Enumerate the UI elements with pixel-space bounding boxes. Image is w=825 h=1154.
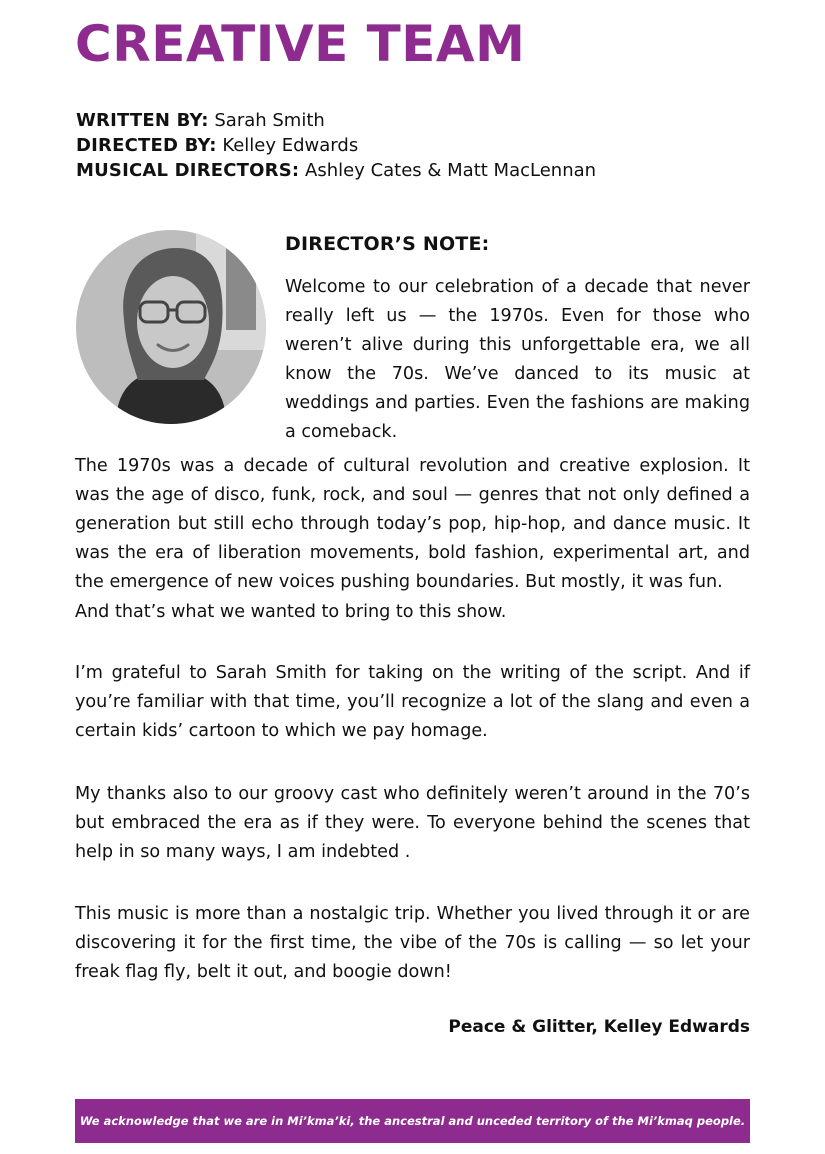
note-paragraph-3: I’m grateful to Sarah Smith for taking on the writing of the script. And if you’re familiar with that time, you’ll recognize a lot of the slang and even a certain kids’ cartoon to which we pay homage. (75, 663, 750, 741)
credit-directed-by (76, 133, 596, 158)
directors-note-heading: DIRECTOR’S NOTE: (285, 233, 490, 255)
credit-written-by (76, 108, 596, 133)
note-paragraph-5: This music is more than a nostalgic trip. Whether you lived through it or are discovering it for the first time, the vibe of the 70s is calling — so let your freak flag fly, belt it out, and boogie down! (75, 904, 750, 982)
credit-label: DIRECTED BY: (76, 135, 217, 156)
credit-label: MUSICAL DIRECTORS: (76, 160, 300, 181)
note-paragraph-4: My thanks also to our groovy cast who definitely weren’t around in the 70’s but embraced the era as if they were. To everyone behind the scenes that help in so many ways, I am indebted . (75, 784, 750, 862)
credit-value: Sarah Smith (214, 110, 325, 131)
land-acknowledgement-text: We acknowledge that we are in Mi’kma’ki, the ancestral and unceded territory of the Mi’kmaq people. (79, 1114, 746, 1128)
credit-value: Ashley Cates & Matt MacLennan (305, 160, 597, 181)
director-portrait (76, 230, 266, 424)
credit-label: WRITTEN BY: (76, 110, 209, 131)
note-paragraph-2: The 1970s was a decade of cultural revolution and creative explosion. It was the age of disco, funk, rock, and soul — genres that not only defined a generation but still echo through today’s pop, hip-hop, and dance music. It was the era of liberation movements, bold fashion, experimental art, and the emergence of new voices pushing boundaries. But mostly, it was fun. (75, 456, 750, 592)
credits-block (76, 108, 596, 183)
note-paragraph-intro: Welcome to our celebration of a decade that never really left us — the 1970s. Even for those who weren’t alive during this unforgettable era, we all know the 70s. We’ve danced to its music at weddings and parties. Even the fashions are making a comeback. (285, 277, 750, 442)
page-title: CREATIVE TEAM (75, 15, 526, 73)
land-acknowledgement-banner (75, 1099, 750, 1143)
note-paragraph-2-end: And that’s what we wanted to bring to this show. (75, 602, 507, 622)
credit-musical-directors (76, 158, 596, 183)
signoff: Peace & Glitter, Kelley Edwards (448, 1017, 750, 1037)
portrait-window-frame (226, 240, 256, 330)
director-portrait-image (76, 230, 266, 424)
credit-value: Kelley Edwards (222, 135, 359, 156)
